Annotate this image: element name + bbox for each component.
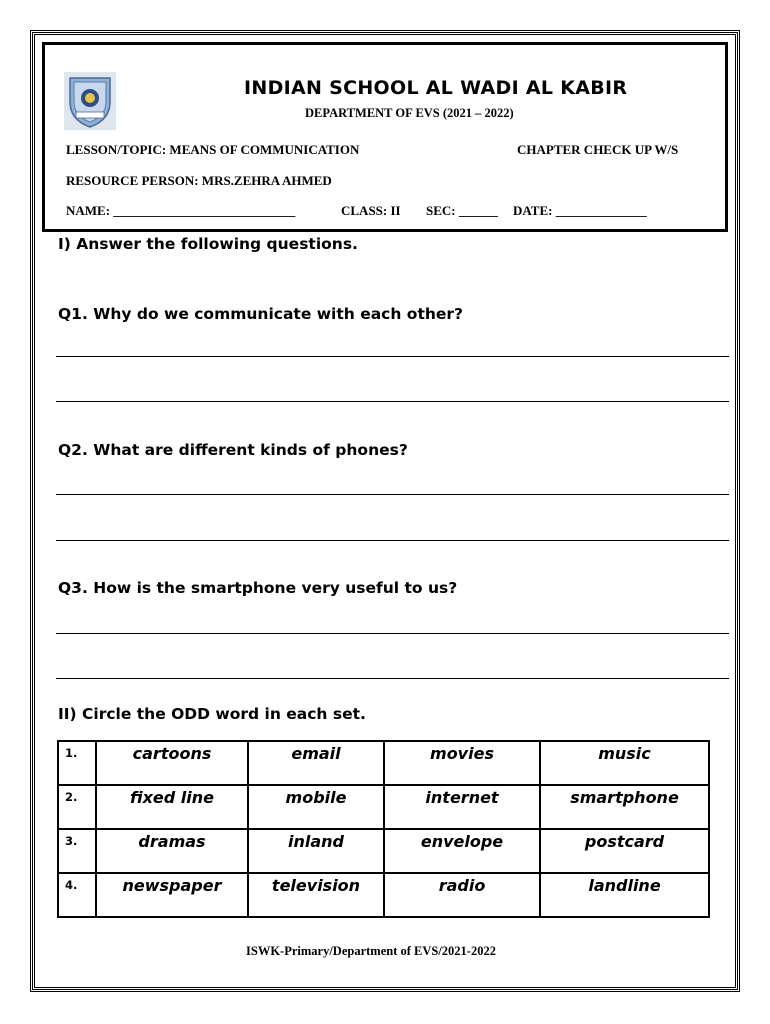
table-row xyxy=(58,741,709,785)
answer-line[interactable] xyxy=(56,540,729,541)
answer-line[interactable] xyxy=(56,633,729,634)
word-cell[interactable]: email xyxy=(248,741,384,785)
row-number: 2. xyxy=(58,785,96,829)
word-cell[interactable]: postcard xyxy=(540,829,709,873)
row-number: 1. xyxy=(58,741,96,785)
table-row xyxy=(58,829,709,873)
answer-line[interactable] xyxy=(56,494,729,495)
section-2-title: II) Circle the ODD word in each set. xyxy=(58,705,366,723)
class-field: CLASS: II xyxy=(341,203,401,218)
word-cell[interactable]: fixed line xyxy=(96,785,248,829)
word-cell[interactable]: movies xyxy=(384,741,540,785)
word-cell[interactable]: inland xyxy=(248,829,384,873)
answer-line[interactable] xyxy=(56,356,729,357)
word-cell[interactable]: mobile xyxy=(248,785,384,829)
sheet-type: CHAPTER CHECK UP W/S xyxy=(517,142,679,157)
word-cell[interactable]: smartphone xyxy=(540,785,709,829)
department-title: DEPARTMENT OF EVS (2021 – 2022) xyxy=(305,106,514,120)
name-field[interactable]: NAME: ____________________________ xyxy=(66,203,296,218)
date-field[interactable]: DATE: ______________ xyxy=(513,203,647,218)
table-row xyxy=(58,785,709,829)
word-cell[interactable]: newspaper xyxy=(96,873,248,917)
word-cell[interactable]: cartoons xyxy=(96,741,248,785)
odd-word-table xyxy=(57,740,710,918)
question-2: Q2. What are different kinds of phones? xyxy=(58,441,408,459)
school-name: INDIAN SCHOOL AL WADI AL KABIR xyxy=(244,77,628,99)
page-footer: ISWK-Primary/Department of EVS/2021-2022 xyxy=(246,944,496,958)
school-crest-icon xyxy=(64,72,116,130)
question-1: Q1. Why do we communicate with each other? xyxy=(58,305,464,323)
word-cell[interactable]: television xyxy=(248,873,384,917)
resource-person: RESOURCE PERSON: MRS.ZEHRA AHMED xyxy=(66,173,332,188)
lesson-topic: LESSON/TOPIC: MEANS OF COMMUNICATION xyxy=(66,142,360,157)
word-cell[interactable]: landline xyxy=(540,873,709,917)
word-cell[interactable]: music xyxy=(540,741,709,785)
row-number: 3. xyxy=(58,829,96,873)
word-cell[interactable]: envelope xyxy=(384,829,540,873)
table-row xyxy=(58,873,709,917)
word-cell[interactable]: internet xyxy=(384,785,540,829)
word-cell[interactable]: radio xyxy=(384,873,540,917)
row-number: 4. xyxy=(58,873,96,917)
section-field[interactable]: SEC: ______ xyxy=(426,203,498,218)
question-3: Q3. How is the smartphone very useful to us? xyxy=(58,579,458,597)
answer-line[interactable] xyxy=(56,678,729,679)
answer-line[interactable] xyxy=(56,401,729,402)
word-cell[interactable]: dramas xyxy=(96,829,248,873)
section-1-title: I) Answer the following questions. xyxy=(58,235,358,253)
